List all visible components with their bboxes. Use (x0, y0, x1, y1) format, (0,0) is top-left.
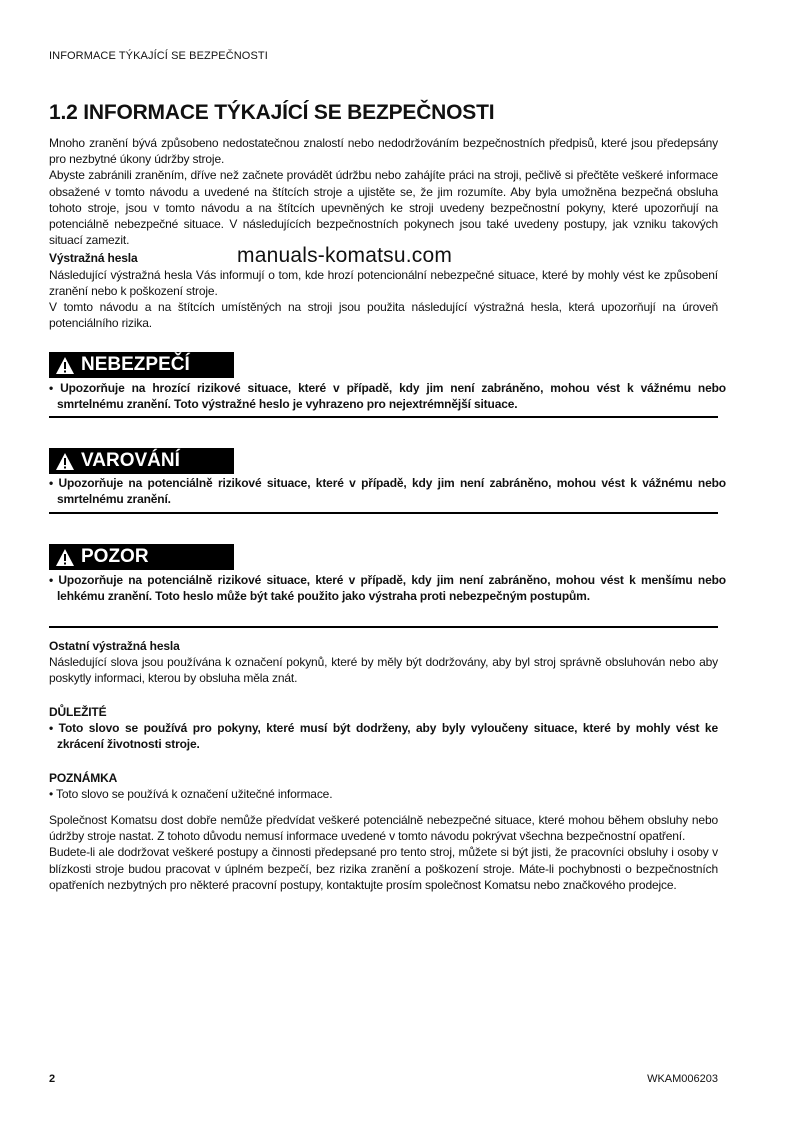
warning-text: • Upozorňuje na potenciálně rizikové situace, které v případě, kdy jim není zabráněno, mohou vést k vážnému nebo smrtelnému zranění. (49, 476, 726, 507)
warning-triangle-icon (55, 356, 75, 375)
caution-label (49, 544, 234, 570)
page-number: 2 (49, 1073, 56, 1085)
closing (49, 812, 718, 893)
important-description: Toto slovo se používá pro pokyny, které musí být dodrženy, aby byly vyloučeny situace, které by mohly vést ke zkrácení životnosti stroje. (57, 721, 718, 752)
other-text: Následující slova jsou používána k označení pokynů, které by měly být dodržovány, aby byl stroj správně obsluhován nebo aby poskytly informaci, kterou by obsluha měla znát. (49, 655, 718, 686)
caution-description: Upozorňuje na potenciálně rizikové situace, které v případě, kdy jim není zabráněno, mohou vést k menšímu nebo lehkému zranění. Toto heslo může být také použito jako výstraha proti nebezpečným postupům. (57, 573, 726, 604)
important-text: • Toto slovo se používá pro pokyny, které musí být dodrženy, aby byly vyloučeny situace, které by mohly vést ke zkrácení životnosti stroje. (49, 721, 718, 752)
signal-words-heading: Výstražná hesla (49, 251, 138, 266)
caution-text: • Upozorňuje na potenciálně rizikové situace, které v případě, kdy jim není zabráněno, mohou vést k menšímu nebo lehkému zranění. Toto heslo může být také použito jako výstraha proti nebezpečným postupům. (49, 573, 726, 604)
warning-label-text: VAROVÁNÍ (81, 450, 180, 471)
signal-words-paragraph: Následující výstražná hesla Vás informují o tom, kde hrozí potencionální nebezpečné situace, které by mohly vést ke způsobení zranění nebo k poškození stroje. (49, 267, 718, 298)
note-text: • Toto slovo se používá k označení užitečné informace. (49, 787, 333, 802)
closing-paragraph: Společnost Komatsu dost dobře nemůže předvídat veškeré potenciálně nebezpečné situace, které mohou během obsluhy nebo údržby stroje nastat. Z tohoto důvodu nemusí informace uvedené v tomto návodu pokrývat všechna bezpečnostní opatření. (49, 813, 718, 844)
note-section (49, 770, 718, 802)
divider (49, 626, 718, 628)
danger-label (49, 352, 234, 378)
intro-paragraph: Mnoho zranění bývá způsobeno nedostatečnou znalostí nebo nedodržováním bezpečnostních předpisů, které jsou předepsány pro nezbytné úkony údržby stroje. (49, 136, 718, 167)
warning-triangle-icon (55, 452, 75, 471)
intro (49, 135, 718, 331)
section-title: 1.2 INFORMACE TÝKAJÍCÍ SE BEZPEČNOSTI (49, 101, 495, 124)
warning-triangle-icon (55, 548, 75, 567)
note-description: Toto slovo se používá k označení užitečné informace. (56, 787, 333, 802)
warning-label (49, 448, 234, 474)
other-signal-words (49, 638, 718, 687)
watermark: manuals-komatsu.com (237, 244, 453, 267)
divider (49, 416, 718, 418)
caution-label-text: POZOR (81, 546, 149, 567)
warning-description: Upozorňuje na potenciálně rizikové situace, které v případě, kdy jim není zabráněno, mohou vést k vážnému nebo smrtelnému zranění. (57, 476, 726, 507)
intro-paragraph: Abyste zabránili zraněním, dříve než začnete provádět údržbu nebo zahájíte práci na stroji, pečlivě si přečtěte veškeré informace obsažené v tomto návodu a uvedené na štítcích stroje a ujistěte se, že jim rozumíte. Aby byla umožněna bezpečná obsluha tohoto stroje, jsou v tomto návodu a na štítcích upevněných ke stroji uvedeny bezpečnostní pokyny, které upozorňují na potenciálně nebezpečné situace. V následujících bezpečnostních pokynech jsou také uvedeny postupy, jak vzniku takových situací zamezit. (49, 168, 718, 248)
danger-text: • Upozorňuje na hrozící rizikové situace, které v případě, kdy jim není zabráněno, mohou vést k vážnému nebo smrtelnému zranění. Toto výstražné heslo je vyhrazeno pro nejextrémnější situace. (49, 381, 726, 412)
important-section (49, 704, 718, 753)
danger-description: Upozorňuje na hrozící rizikové situace, které v případě, kdy jim není zabráněno, mohou vést k vážnému nebo smrtelnému zranění. Toto výstražné heslo je vyhrazeno pro nejextrémnější situace. (57, 381, 726, 412)
important-heading: DŮLEŽITÉ (49, 705, 107, 719)
closing-paragraph: Budete-li ale dodržovat veškeré postupy a činnosti předepsané pro tento stroj, můžete si být jisti, že pracovníci obsluhy i osoby v blízkosti stroje budou pracovat v úplném bezpečí, bez rizika zranění a poškození stroje. Máte-li pochybnosti o bezpečnostních opatřeních nezbytných pro některé pracovní postupy, kontaktujte prosím společnost Komatsu nebo značkového prodejce. (49, 845, 718, 892)
signal-words-paragraph: V tomto návodu a na štítcích umístěných na stroji jsou použita následující výstražná hesla, která upozorňují na úroveň potenciálního rizika. (49, 300, 718, 331)
running-header: INFORMACE TÝKAJÍCÍ SE BEZPEČNOSTI (49, 50, 268, 62)
divider (49, 512, 718, 514)
note-heading: POZNÁMKA (49, 771, 118, 785)
document-code: WKAM006203 (647, 1073, 718, 1085)
danger-label-text: NEBEZPEČÍ (81, 354, 190, 375)
other-heading: Ostatní výstražná hesla (49, 639, 180, 653)
